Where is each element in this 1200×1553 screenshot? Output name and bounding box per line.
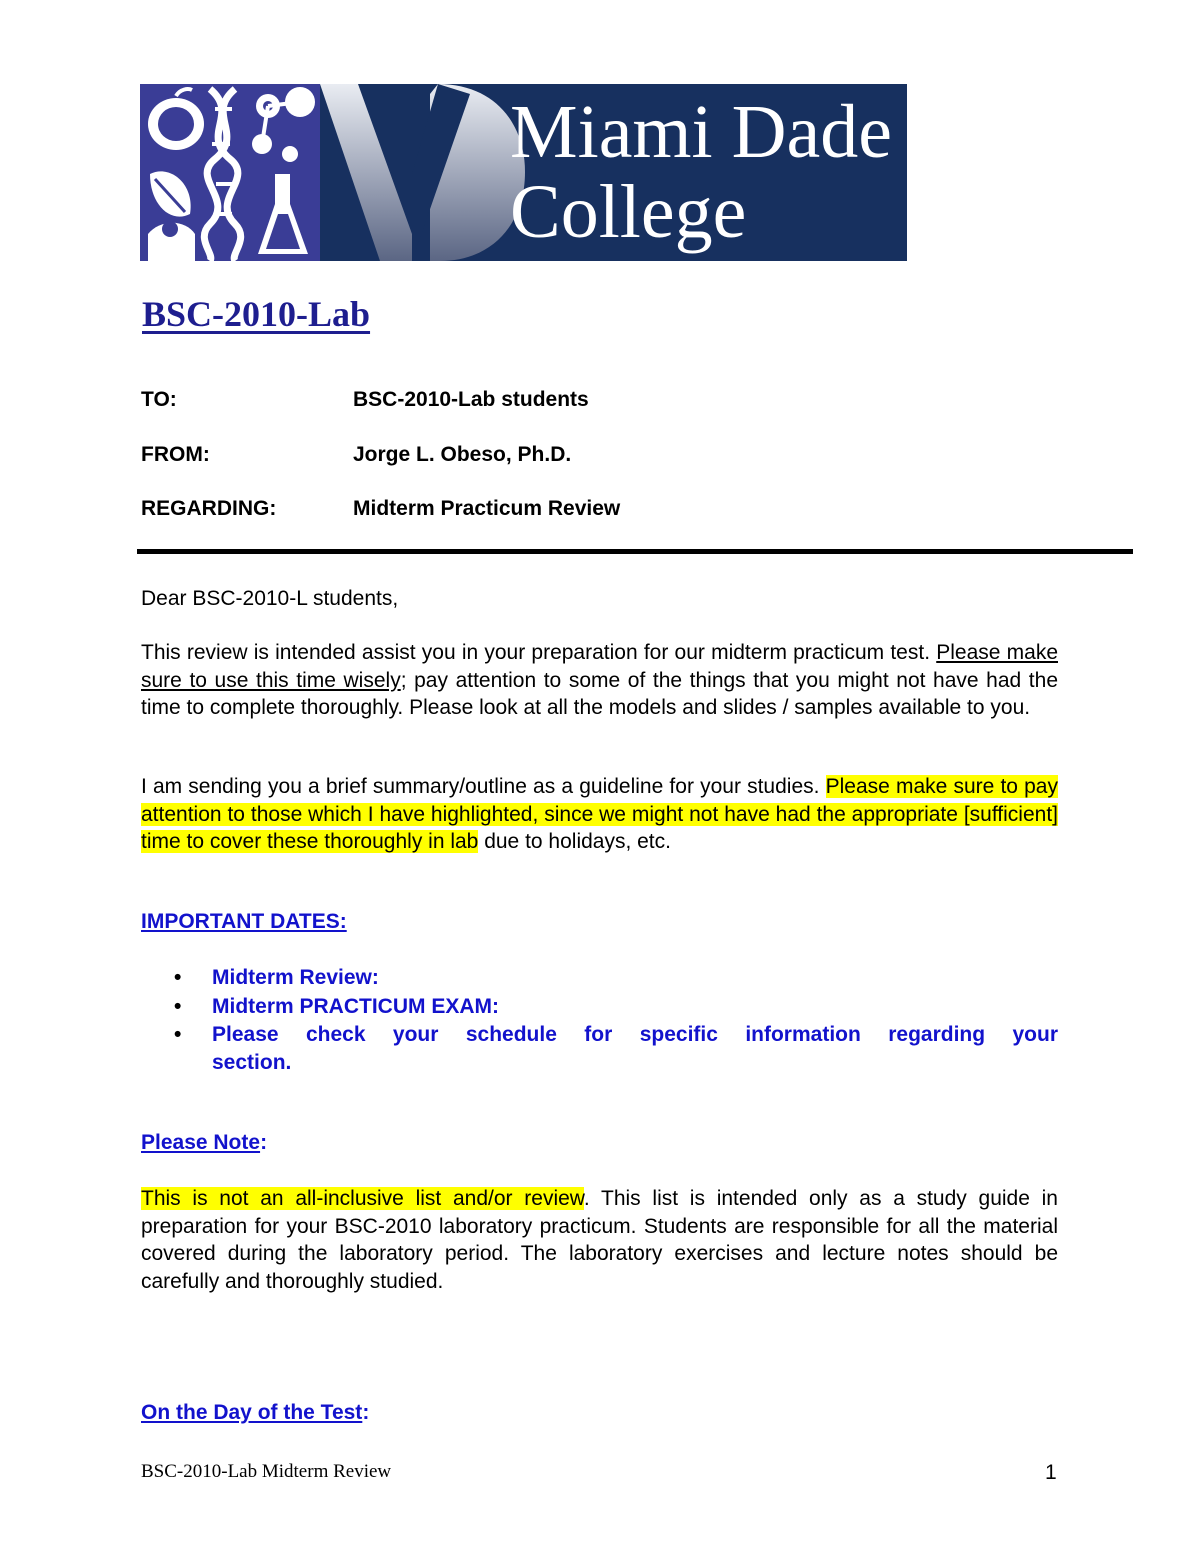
summary-end-text: due to holidays, etc. — [478, 830, 671, 853]
logo-wordmark — [510, 92, 892, 252]
paragraph-summary — [141, 773, 1058, 856]
list-item: • Midterm Review: — [174, 966, 379, 989]
summary-text: I am sending you a brief summary/outline as a guideline for your studies. — [141, 775, 826, 798]
intro-text: This review is intended assist you in your preparation for our midterm practicum test. — [141, 641, 937, 664]
memo-to-label: TO: — [141, 388, 177, 411]
note-rest-text: . This list is intended only as a study guide in preparation for your BSC-2010 laboratory practicum. Students are responsible for all the material covered during the laboratory period. The laboratory exercises and lecture notes should be carefully and thoroughly studied. — [141, 1187, 1058, 1293]
list-item: • Midterm PRACTICUM EXAM: — [174, 994, 499, 1018]
footer-document-title: BSC-2010-Lab Midterm Review — [141, 1461, 392, 1482]
important-dates-heading: IMPORTANT DATES: — [141, 910, 347, 933]
memo-regarding-label: REGARDING: — [141, 497, 277, 520]
page-number: 1 — [1045, 1461, 1057, 1484]
paragraph-intro — [141, 639, 1058, 722]
summary-highlighted-text: Please make sure to pay attention to those which I have highlighted, since we might not have had the appropriate [sufficient] time to cover these thoroughly in lab — [141, 775, 1058, 853]
md-monogram — [320, 84, 530, 261]
science-icons-panel — [140, 84, 320, 261]
intro-underlined-text: Please make sure to use this time wisely — [141, 641, 1058, 692]
important-dates-list — [141, 964, 1058, 1077]
intro-rest-text: ; pay attention to some of the things that you might not have had the time to complete thoroughly. Please look at all the models and slides / samples available to you. — [141, 668, 1058, 719]
logo-line-2: College — [510, 170, 747, 254]
day-of-test-heading: On the Day of the Test: — [141, 1401, 370, 1424]
greeting: Dear BSC-2010-L students, — [141, 587, 399, 610]
note-highlighted-text: This is not an all-inclusive list and/or review — [141, 1187, 584, 1210]
science-icons — [140, 84, 320, 261]
list-item: • Please check your schedule for specific information regarding your section. — [174, 1023, 1058, 1074]
memo-regarding-value: Midterm Practicum Review — [353, 497, 621, 520]
memo-from-value: Jorge L. Obeso, Ph.D. — [353, 443, 572, 466]
memo-to-value: BSC-2010-Lab students — [353, 388, 589, 411]
page-title: BSC-2010-Lab — [142, 294, 371, 334]
memo-from-label: FROM: — [141, 443, 210, 466]
college-logo — [140, 84, 907, 261]
logo-line-1: Miami Dade — [510, 90, 893, 174]
paragraph-note — [141, 1185, 1058, 1295]
please-note-heading: Please Note: — [141, 1131, 268, 1154]
header-divider — [137, 549, 1133, 554]
